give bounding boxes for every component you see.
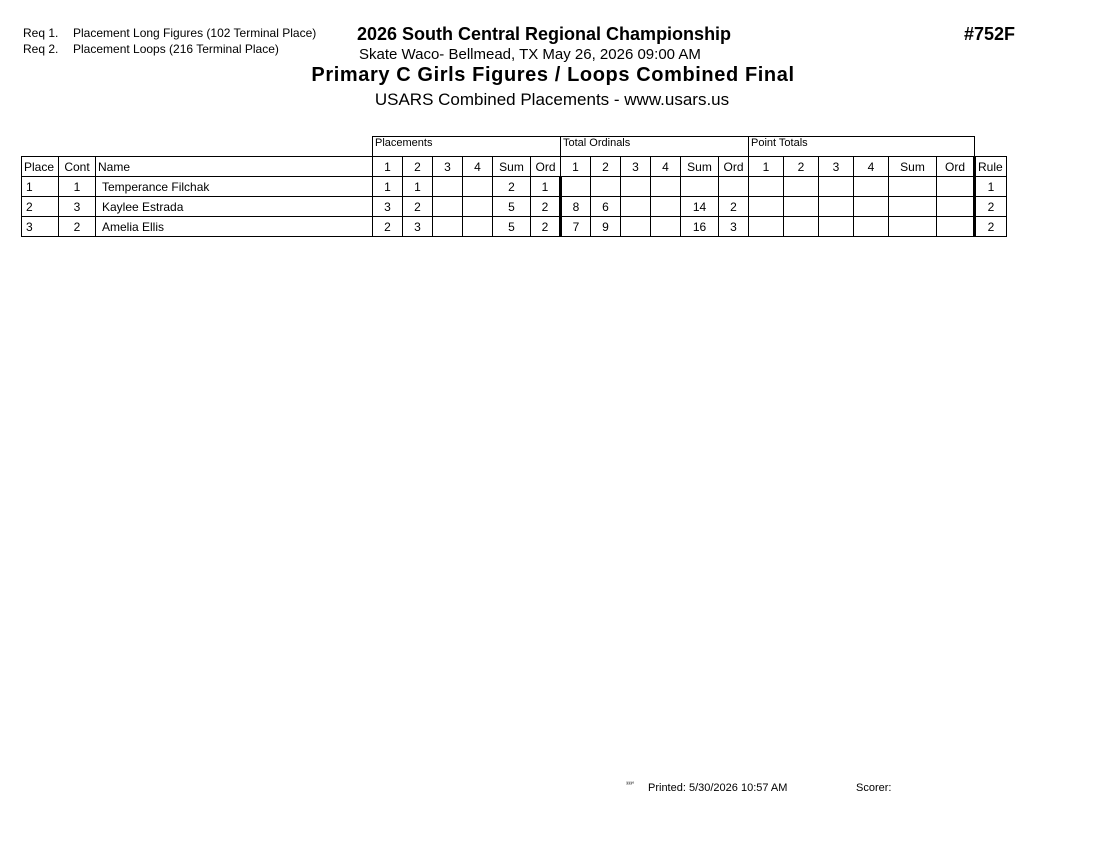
cell-t4 [854,197,889,217]
group-total-ordinals: Total Ordinals [561,137,749,157]
cell-o1 [561,177,591,197]
cell-psum: 5 [493,217,531,237]
cell-tsum [889,217,937,237]
cell-t4 [854,217,889,237]
cell-p2: 1 [403,177,433,197]
cell-t2 [784,197,819,217]
requirement-2-text: Placement Loops (216 Terminal Place) [73,42,279,56]
table-row [22,217,1007,237]
col-pord: Ord [531,157,561,177]
col-o4: 4 [651,157,681,177]
group-placements: Placements [373,137,561,157]
col-cont: Cont [59,157,96,177]
col-o3: 3 [621,157,651,177]
cell-name: Amelia Ellis [96,217,373,237]
table-row [22,197,1007,217]
cell-t3 [819,197,854,217]
group-point-totals: Point Totals [749,137,975,157]
cell-pord: 2 [531,217,561,237]
cell-rule: 2 [975,217,1007,237]
table-row [22,177,1007,197]
cell-tord [937,177,975,197]
cell-p1: 1 [373,177,403,197]
cell-t1 [749,217,784,237]
cell-o2 [591,177,621,197]
results-table [21,136,1007,237]
col-p4: 4 [463,157,493,177]
cell-t1 [749,177,784,197]
cell-p4 [463,197,493,217]
col-psum: Sum [493,157,531,177]
cell-p2: 3 [403,217,433,237]
cell-p3 [433,177,463,197]
cell-cont: 3 [59,197,96,217]
cell-p2: 2 [403,197,433,217]
cell-t2 [784,177,819,197]
cell-tsum [889,197,937,217]
cell-psum: 2 [493,177,531,197]
requirement-2-number: Req 2. [23,42,59,56]
cell-name: Temperance Filchak [96,177,373,197]
col-t2: 2 [784,157,819,177]
cell-p1: 3 [373,197,403,217]
cell-p1: 2 [373,217,403,237]
cell-name: Kaylee Estrada [96,197,373,217]
cell-o2: 6 [591,197,621,217]
cell-cont: 2 [59,217,96,237]
cell-p3 [433,217,463,237]
cell-psum: 5 [493,197,531,217]
col-oord: Ord [719,157,749,177]
cell-tsum [889,177,937,197]
cell-p4 [463,177,493,197]
cell-o2: 9 [591,217,621,237]
cell-rule: 1 [975,177,1007,197]
scorer-label: Scorer: [856,782,892,794]
cell-p3 [433,197,463,217]
col-p1: 1 [373,157,403,177]
cell-t3 [819,217,854,237]
competition-title: Primary C Girls Figures / Loops Combined Final [311,64,795,86]
cell-osum: 16 [681,217,719,237]
col-p3: 3 [433,157,463,177]
col-o2: 2 [591,157,621,177]
requirement-1-text: Placement Long Figures (102 Terminal Place) [73,26,317,40]
cell-place: 1 [22,177,59,197]
cell-place: 3 [22,217,59,237]
cell-t3 [819,177,854,197]
cell-o4 [651,197,681,217]
venue-line: Skate Waco- Bellmead, TX May 26, 2026 09:00 AM [359,46,701,63]
cell-p4 [463,217,493,237]
col-t3: 3 [819,157,854,177]
col-osum: Sum [681,157,719,177]
col-o1: 1 [561,157,591,177]
printed-timestamp: Printed: 5/30/2026 10:57 AM [648,782,788,794]
col-t4: 4 [854,157,889,177]
cell-osum [681,177,719,197]
cell-t1 [749,197,784,217]
col-tsum: Sum [889,157,937,177]
col-p2: 2 [403,157,433,177]
event-title: 2026 South Central Regional Championship [357,24,732,44]
usars-line: USARS Combined Placements - www.usars.us [374,90,730,109]
cell-o1: 8 [561,197,591,217]
cell-o1: 7 [561,217,591,237]
cell-o4 [651,177,681,197]
cell-o3 [621,197,651,217]
requirement-2 [23,42,279,56]
requirement-1 [23,26,316,40]
cell-o3 [621,177,651,197]
cell-oord: 2 [719,197,749,217]
footer-mark: ³³³° [626,782,635,788]
cell-tord [937,217,975,237]
cell-o4 [651,217,681,237]
cell-place: 2 [22,197,59,217]
cell-tord [937,197,975,217]
event-number: #752F [964,24,1016,44]
requirement-1-number: Req 1. [23,26,59,40]
col-tord: Ord [937,157,975,177]
col-rule: Rule [975,157,1007,177]
col-t1: 1 [749,157,784,177]
cell-o3 [621,217,651,237]
col-place: Place [22,157,59,177]
cell-t2 [784,217,819,237]
cell-rule: 2 [975,197,1007,217]
cell-oord: 3 [719,217,749,237]
column-header-row [22,157,1007,177]
cell-cont: 1 [59,177,96,197]
cell-pord: 1 [531,177,561,197]
cell-pord: 2 [531,197,561,217]
group-header-row [22,137,1007,157]
cell-osum: 14 [681,197,719,217]
col-name: Name [96,157,373,177]
cell-t4 [854,177,889,197]
cell-oord [719,177,749,197]
